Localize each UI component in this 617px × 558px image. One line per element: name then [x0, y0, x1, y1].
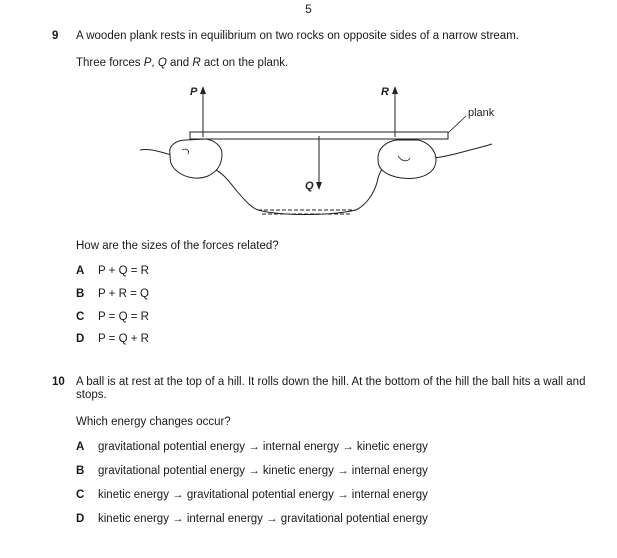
q9-option-c-letter: C	[76, 311, 85, 323]
force-p-label: P	[190, 86, 198, 98]
intro-force-q: Q	[157, 57, 167, 69]
force-q-label: Q	[305, 180, 314, 192]
q10-option-a-text: gravitational potential energy → internal energy → kinetic energy	[98, 441, 428, 453]
plank-force-diagram	[0, 0, 617, 240]
q9-option-d-text: P = Q + R	[98, 333, 149, 345]
q10-option-c-text: kinetic energy → gravitational potential energy → internal energy	[98, 489, 428, 501]
plank-label: plank	[468, 107, 495, 119]
intro-prefix: Three forces	[76, 57, 144, 69]
q10-option-d-text: kinetic energy → internal energy → gravitational potential energy	[98, 513, 428, 525]
intro-force-p: P	[143, 57, 152, 69]
q10-option-c-letter: C	[76, 489, 85, 501]
intro-suffix: act on the plank.	[200, 57, 289, 69]
force-p-arrowhead	[200, 86, 206, 94]
q9-option-b-text: P + R = Q	[98, 288, 149, 300]
q10-option-a-letter: A	[76, 441, 85, 453]
left-rock	[170, 139, 222, 178]
question-10-number: 10	[52, 376, 65, 388]
page-number: 5	[305, 2, 312, 16]
left-bank-line	[140, 149, 172, 155]
q10-option-b-letter: B	[76, 465, 85, 477]
q10-option-d-letter: D	[76, 513, 85, 525]
q9-option-a-text: P + Q = R	[98, 265, 149, 277]
q10-option-b-text: gravitational potential energy → kinetic energy → internal energy	[98, 465, 428, 477]
question-10-stem: A ball is at rest at the top of a hill. It rolls down the hill. At the bottom of the hill the ball hits a wall and stops.	[76, 376, 586, 401]
q9-option-d-letter: D	[76, 333, 85, 345]
right-rock	[378, 140, 436, 179]
right-bank-line	[434, 144, 492, 158]
q9-option-c-text: P = Q = R	[98, 311, 149, 323]
intro-sep-1: ,	[151, 57, 158, 69]
q9-option-b-letter: B	[76, 288, 85, 300]
force-r-arrowhead	[392, 86, 398, 94]
q9-option-a-letter: A	[76, 265, 85, 277]
question-9-number: 9	[52, 30, 59, 42]
plank-leader-line	[448, 116, 466, 133]
question-9-stem: A wooden plank rests in equilibrium on two rocks on opposite sides of a narrow stream.	[76, 30, 519, 42]
question-10-prompt: Which energy changes occur?	[76, 416, 231, 428]
force-r-label: R	[381, 86, 389, 98]
force-q-arrowhead	[316, 182, 322, 190]
intro-force-r: R	[192, 57, 201, 69]
intro-sep-2: and	[166, 57, 193, 69]
question-9-prompt: How are the sizes of the forces related?	[76, 240, 279, 252]
stream-channel	[212, 166, 386, 215]
